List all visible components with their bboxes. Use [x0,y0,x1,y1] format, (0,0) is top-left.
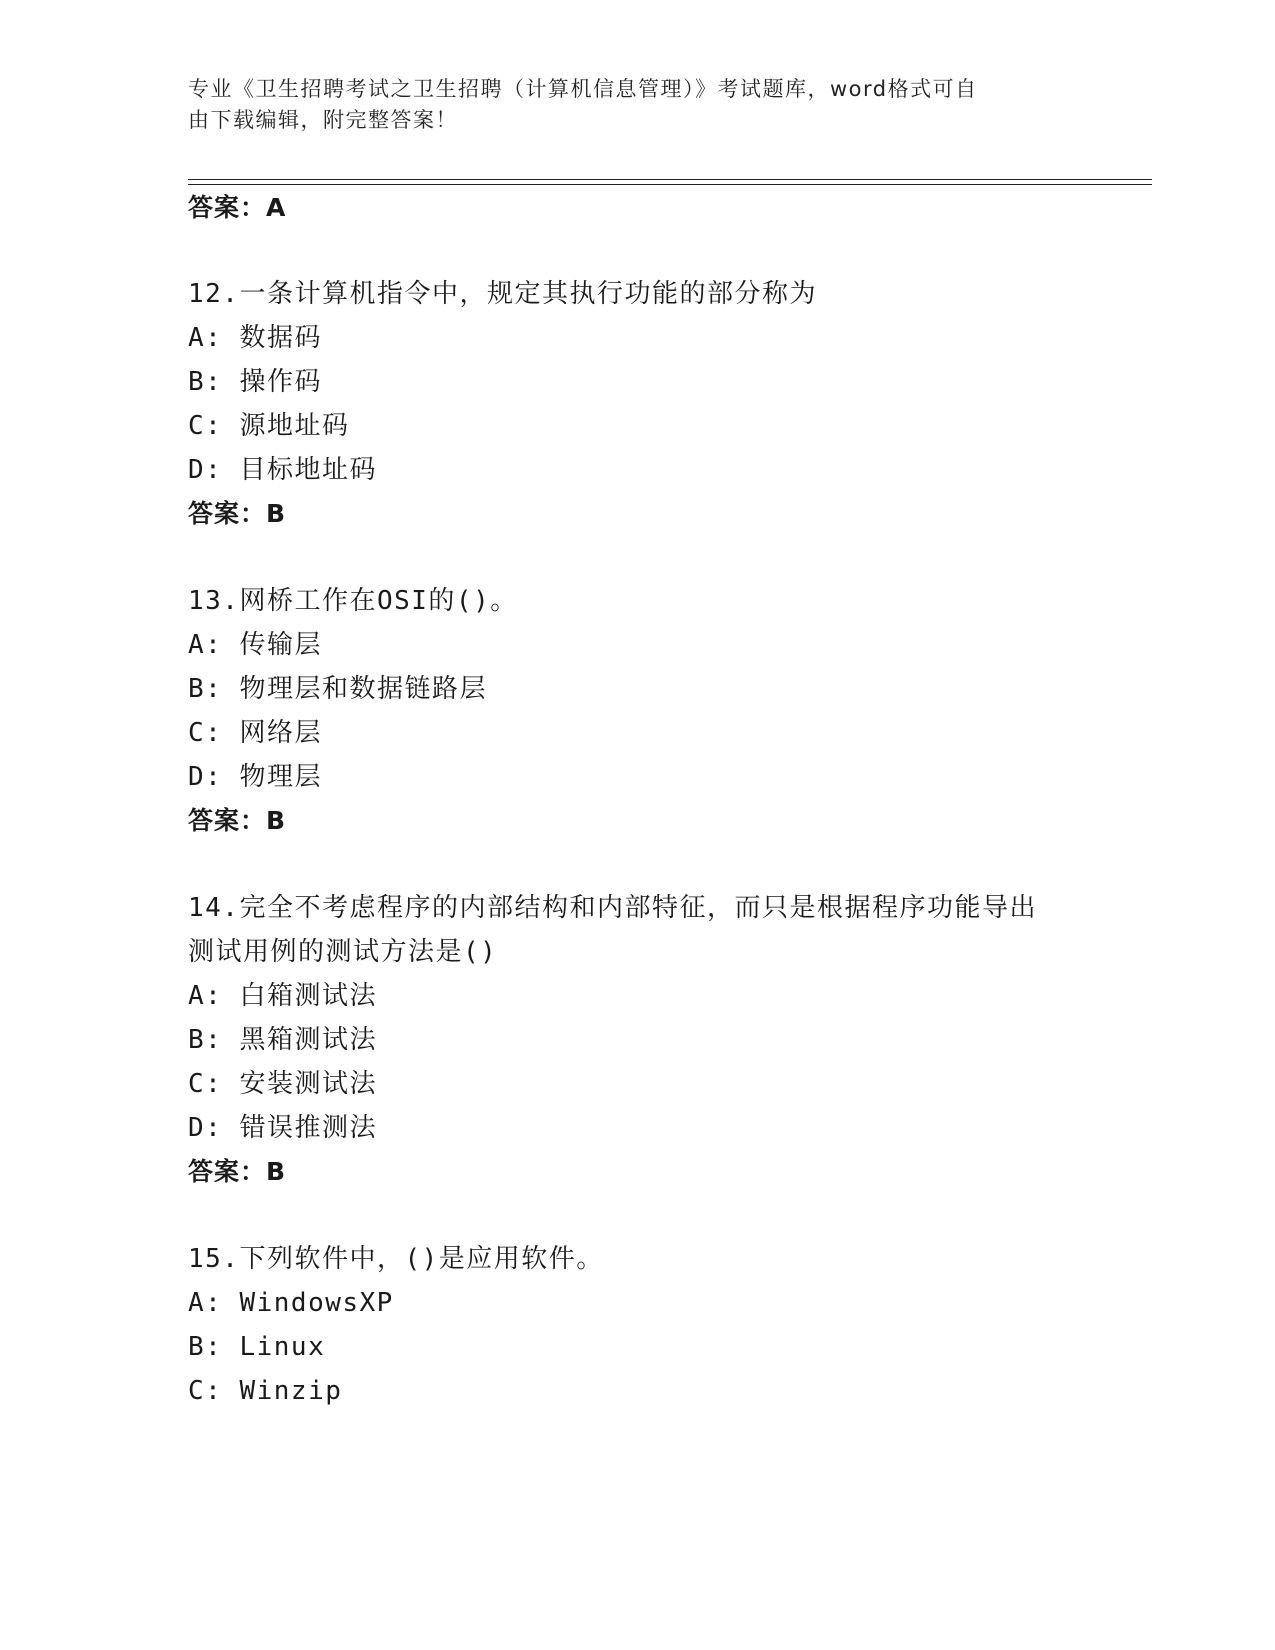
answer: 答案：B [188,806,287,835]
option-a: A: 传输层 [188,630,322,660]
option-d: D: 目标地址码 [188,455,377,485]
option-a: A: 白箱测试法 [188,981,377,1011]
option-c: C: 源地址码 [188,411,350,441]
question-stem: 12.一条计算机指令中，规定其执行功能的部分称为 [188,279,817,309]
header-divider-top [188,179,1152,180]
option-c: C: 安装测试法 [188,1069,377,1099]
option-b: B: Linux [188,1332,326,1362]
question-stem-line-1: 14.完全不考虑程序的内部结构和内部特征，而只是根据程序功能导出 [188,893,1037,923]
option-c: C: 网络层 [188,718,322,748]
option-d: D: 错误推测法 [188,1113,377,1143]
header-line-1: 专业《卫生招聘考试之卫生招聘（计算机信息管理）》考试题库，word格式可自 [188,77,978,101]
answer-q11: 答案：A [188,193,287,222]
document-header [188,74,1088,136]
option-b: B: 操作码 [188,367,322,397]
answer: 答案：B [188,1157,287,1186]
option-b: B: 物理层和数据链路层 [188,674,487,704]
option-d: D: 物理层 [188,762,322,792]
option-a: A: WindowsXP [188,1288,394,1318]
header-line-2: 由下载编辑，附完整答案！ [188,108,458,132]
answer: 答案：B [188,499,287,528]
option-b: B: 黑箱测试法 [188,1025,377,1055]
option-a: A: 数据码 [188,323,322,353]
option-c: C: Winzip [188,1376,343,1406]
header-divider-bottom [188,184,1152,185]
question-stem-line-2: 测试用例的测试方法是() [188,937,498,967]
question-stem: 13.网桥工作在OSI的()。 [188,586,518,616]
question-stem: 15.下列软件中，()是应用软件。 [188,1244,604,1274]
